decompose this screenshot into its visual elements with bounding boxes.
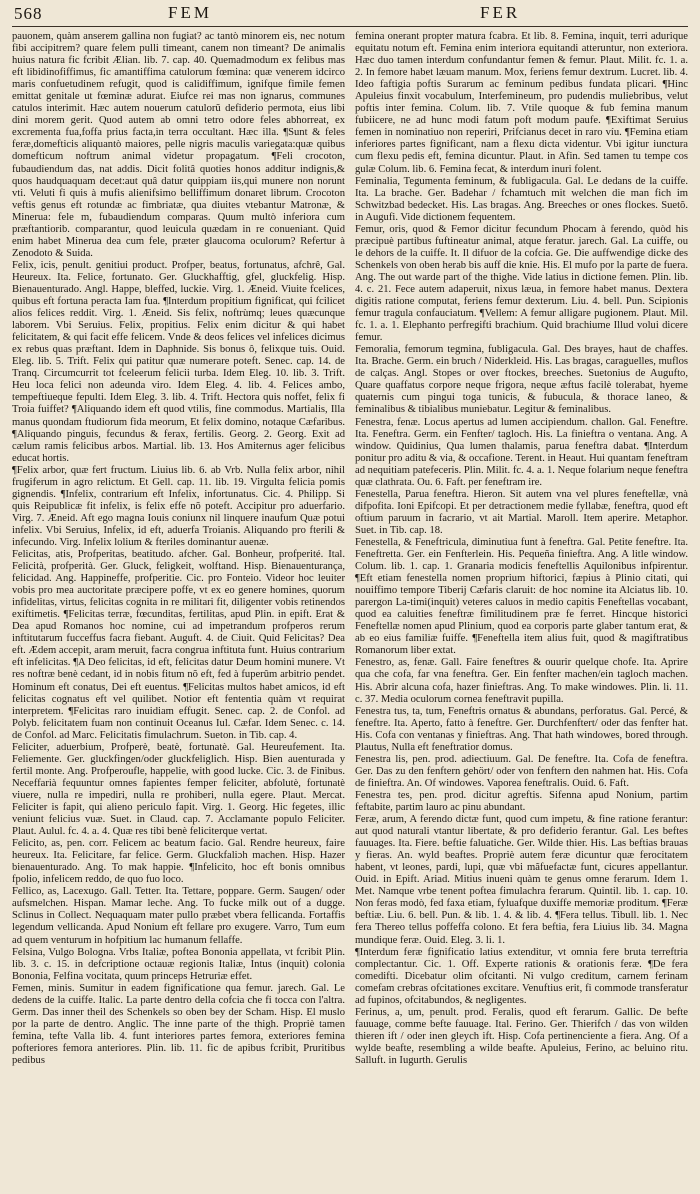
dictionary-entry: Feliciter, aduerbium, Profperè, beatè, fortunatè. Gal. Heureufement. Ita. Feliemente. Ger. gluckfingen/oder gluckfeliglich. Hisp. Bien auenturada y fertil monte. Ang. Profperoufle, happelie, with good lucke. Cic. 3. de Finibus. Neceffarià fequuntur omnes fapientes femper feliciter, abfolutè, fortunatè viuere, nulla re impediri, nulla re prohiberi, nulla egere. Plaut. Mercat. Feliciter is fapit, qui alieno periculo fapit. Virg. 1. Georg. Hic fegetes, illic veniunt felicius vuæ. Suet. in Claud. cap. 7. Acclamante populo Feliciter. Plaut. Aulul. fc. 4. a. 4. Quæ res tibi benè feliciterque vertat. [12,741,345,838]
right-column [355,31,688,1189]
dictionary-entry: ¶Felix arbor, quæ fert fructum. Liuius lib. 6. ab Vrb. Nulla felix arbor, nihil frugiferum in agro relictum. Et Gell. cap. 11. lib. 19. Virgulta felicia pomis gignendis. ¶Infelix, contrarium eft Infelix, infortunatus. Cic. 4. Philipp. Si quis Reipublicæ fit infelix, is felix effe nõ poteft. Accipitur pro aduerfario. Virg. 7. Æneid. Aft ego magna Iouis coniunx nil linquere inaufum Quæ potui infelix. Vbi Seruius, Infelix, id eft, aduerfa Troianis. Aliquando pro fterili & infecundo. Virg. Infelix lolium & fteriles dominantur auenæ. [12,464,345,548]
dictionary-entry: Femur, oris, quod & Femor dicitur fecundum Phocam à ferendo, quòd his præcipuè partibus fuftineatur animal, atque feratur. jarech. Gal. La cuiffe, ou le dehors de la cuiffe. It. Il difuor de la cofcia. Ge. Die auffwendige dicke des Schenkels von oben herab bis auff die knie. His. El mufo por la parte de fuera. Ang. The out warde part of the thighe. Vide latius in dictione femen. Plin. lib. 4. c. 21. Fece autem adaperuit, nixus læua, in femore habet manus. Dextera digitis ratione computat, feriens femur dexterum. Liu. 4. bell. Pun. Scipionis femur tragula confauciatum. ¶Vellem: A femur alligare pugionem. Plaut. Mil. fc. 1. a. 1. Elephanto perfregifti brachium. Quid brachiumе Illud volui dicere femur. [355,223,688,344]
dictionary-entry: Feminalia, Tegumenta feminum, & fubligacula. Gal. Le dedans de la cuiffe. Ita. La brache. Ger. Badehar / fchamtuch mit welchen die man fich im Schwitzbad bedecket. His. Las bragas. Ang. Breeches or ones flockes. Suetõ. in Augufi. Vide dictionem fequentem. [355,175,688,223]
dictionary-entry: Fenestro, as, fenæ. Gall. Faire feneftres & ouurir quelque chofe. Ita. Aprire qua che cofa, far vna feneftra. Ger. Ein fenfter machen/ein tagloch machen. His. Abrir alcuna cofa, hazer finieftras. Ang. To make windowes. Plin. li. 11. c. 37. Media oculorum cornea feneftravit pupilla. [355,657,688,705]
running-head-right: FER [480,3,521,22]
dictionary-entry: Fellico, as, Lacexugo. Gall. Tetter. Ita. Tettare, poppare. Germ. Saugen/ oder aufsmelchen. Hispan. Mamar leche. Ang. To fucke milk out of a dugge. Sclinus in Collect. Nequaquam mater pullo præbet vbera fellicanda. Fortaffis legendum vellicanda. Apud Nonium eft fellare pro exugere. Varro, Tum eum ad quem venturum in hofpitium lac humanum fellaffe. [12,886,345,946]
dictionary-entry: Felix, icis, penult. genitiui product. Profper, beatus, fortunatus, afchrê, Gal. Heureux. Ita. Felice, fortunato. Ger. Gluckhafftig, gfel, gluckfelig. Hisp. Bienauenturado. Angl. Happe, bleffed, luckie. Virg. 1. Æneid. Viuite fcelices, quibus eft fortuna peracta Iam fua. ¶Interdum propitium fignificat, qui fcilicet alios felices reddit. Virg. 1. Æneid. Sis felix, noftrùmq; leues quæcunque laborem. Vbi Seruius. Felix, propitius. Felix enim dicitur & qui habet felicitatem, & qui facit effe felicem. Vnde & deos felices vel infelices dicimus ex rebus quas præftant. Idem in Daphnide. Sis bonus ô, felixque tuis. Ouid. Eleg. lib. 5. Trift. Felix qui patitur quæ numerare poteft. Senec. cap. 14. de Tranq. Circumcurrit tot fceleerum felicii turba. Idem Eleg. 10. lib. 3. Trift. Heu loca felici non adeunda viro. Idem Eleg. 4. lib. 4. Felices ambo, tempeftiueque fepulti. Idem Eleg. 3. lib. 4. Trift. Hectora quis noffet, felix fi Troia fuiffet? ¶Aliquando idem eft quod vtilis, fine commodus. Martialis, Illa manus quondam ftudiorum fida meorum, Et felix domino, notaque Cæfaribus. ¶Aliquando pinguis, fecundus & ferax, fertilis. Georg. 2. Georg. Exit ad cælum ramis felicibus arbos. Martial. lib. 13. Hos Amiternus ager felicibus educat hortis. [12,259,345,464]
dictionary-entry: Felicitas, atis, Profperitas, beatitudo. afcher. Gal. Bonheur, profperité. Ital. Felicità, profperità. Ger. Gluck, feligkeit, wolftand. Hisp. Bienauenturança, felicidad. Ang. Happineffe, profperitie. Cic. pro Fonteio. Videor hoc leuiter vobis pro mea auctoritate præcipere poffe, vt ex eo genere homines, quorum infidelitas, virtus, felicitas cognita in re militari fit, diligenter vobis retinendos exiftimetis. ¶Felicitas terræ, fœcunditas, fertilitas, apud Plin. in epift. Erat & Dea apud Romanos hoc nomine, cui ad impetrandum profperos rerum inftitutarum fucceffus facra fiebant. Auguft. 4. de Ciuit. Quid Felicitas? Dea eft. Ædem accepit, aram meruit, facra congrua inftituta funt. Huius contrarium eft infelicitas. ¶A Deo felicitas, id eft, felicitas datur Deum homini munere. Vt res noftræ benè cedant, id in nobis fitum nõ eft, fed à fuperûm arbitrio pendet. Hominum eft conatus, Dei eft euentus. ¶Felicitas multos habet amicos, id eft felicitas cognatus eft vel quilibet. Notior eft fententia quàm vt requirat interpretem. ¶Felicitas raro inuidiam effugit. Senec. cap. 2. de Confol. ad Polyb. felicitatem fuam non continuit Oceanus Iul. Cæfar. Idem Senec. c. 14. de Confol. ad Marc. Felicitatis fimulachrum. Sueton. in Tib. cap. 4. [12,549,345,741]
page-number: 568 [14,4,43,23]
dictionary-entry: pauonem, quàm anserem gallina non fugiat? ac tantò minorem eis, nec notum fibi accipitrem? quare felem pulli timeant, canem non timeant? De animalis huius natura fic fcribit Ælian. lib. 7. cap. 40. Quemadmodum ex felibus mas eft libidinofiffimus, fic amantiffima catulorum fœmina: quæ venerem idcirco maris confuetudinem refugit, quod is calidiffimum, ignifque fimile femen emittat genitale ut fœminæ adurat. Eiufce rei mas non ignarus, communes catulos interimit. Hæc autem nouerum catulorũ defiderio permota, eius libi dini morem gerit. Quod autem ab omni tetro odore feles abhorreat, ex excrementa fua,foffa prius facta,in terra occultant. Hæc illa. ¶Sunt & feles feræ,domefticis aliquantò maiores, pelle nigris maculis variegata:quæ quibus domefticum noftrum animal videtur propagatum. ¶Feli crocoton, fubaudiendum das, nat addis. Dicit folitâ quoties honos additur indignis,& quos haudquaquam decet:aut quâ datur quippiam iis,qui munere non norunt vti. Veluti fi quis à mufis alienifsimo belliffimum donaret librum. Crocoton veftis genus eft rotundæ ac fimbriatæ, qua diuites vtebantur Matronæ, & Minerua: fele m, fubaudiendum comparas. Quum multò inferiora cum præftantiorib. comparantur, quod leuicula quædam in re conueniant. Quid enim habet Minerua dea cum fele, præter glaucomа oculorum? Refertur à Zenodoto & Suida. [12,31,345,259]
dictionary-entry: Fenestra, fenæ. Locus apertus ad lumen accipiendum. challon. Gal. Feneftre. Ita. Feneftra. Germ. ein Fenfter/ tagloch. His. La finieftra o ventana. Ang. A window. Quidinius, Qua lumen thalamis, parua feneftra dabat. ¶Interdum ponitur pro aditu & via, & occafione. Terent. in Heaut. Hui quantam feneftram ad nequitiam patefeceris. Plin. Milit. fc. 4. a. 1. Neque folarium neque feneftra quæ clathrata. Ou. 6. Faft. per feneftram ire. [355,416,688,488]
running-head-left: FEM [168,3,212,22]
dictionary-entry: Femoralia, femorum tegmina, fubligacula. Gal. Des brayes, haut de chaffes. Ita. Brache. Germ. ein bruch / Niderkleid. His. Las bragas, caraguelles, muflos de calças. Angl. Stopes or over ftockes, breeches. Suetonius de Augufto, Quare quaffatus corpore neque frigora, neque æftus facilè tolerabat, hyeme quaternis cum pingui toga tunicis, & fubucula, & thorace laneo, & feminalibus & tibialibus muniebatur. Legitur & feminalibus. [355,344,688,416]
dictionary-entry: Fenestella, & Feneftricula, diminutiua funt à feneftra. Gal. Petite feneftre. Ita. Feneftretta. Ger. ein Fenfterlein. His. Pequeña finieftra. Ang. A litle window. Colum. lib. 1. cap. 1. Granaria modicis feneftellis Aquilonibus infpirentur. ¶Eft etiam fenestella nomen proprium hiftorici, fæpius à Plinio citati, qui nouiffimo tempore Tiberij Cæfaris claruit: de hoc nomine ita Alciatus lib. 10. parergon La-timi(inquit) veteres caluos in medio capitis Feneftellas vocabant, quod ea caluities feneftræ fimilitudinem præ fe ferret. Hincque historici Feneftellæ nomen apud Plinium, quod ea corporis parte glaber tantum erat, & ab eo eius familiæ fuiffe. ¶Feneftella item alius fuit, quod & magiftratibus Romanorum liber extat. [355,536,688,657]
left-column [12,31,345,1189]
dictionary-entry: femina onerant propter maturа fcabra. Et lib. 8. Femina, inquit, terri adurique equitatu notum eft. Femina enim interiora equitandi atteruntur, non exteriora. Hæc duo tamen interdum confundantur femen & femur. Plaut. Milit. fc. 1. a. 2. In femore habet læuam manum. Mox, feriens femur dextrum. Lucret. lib. 4. Ideo faftigia poftis Surarum ac feminum pedibus fundata plicari. ¶Hinc Apuleius finxit vocabulum, Interfeminеum, pro pudendis muliebribus, velut poftis inter femina. Colum. lib. 7. Vtile quoque & fub femina manum fubiicere, ne ad hunc modi fatum poft modum paufe. ¶Exiftimat Seruius femen in nominatiuo non reperiri, Prifcianus decet in raro víu. ¶Femina etiam inferiores partes fignificant, nam a flexu dicta videntur. Vbi igitur iuncturа cum flexu pedis eft, femina dicuntur. Plaut. in Afin. Sed tamen tu tempe cos gulæ Colum. lib. 6. Femina fecat, & interdum inuri folent. [355,31,688,175]
dictionary-entry: Ferinus, a, um, penult. prod. Feralis, quod eft ferarum. Gallic. De befte fauuage, comme befte fauuage. Ital. Ferino. Ger. Thierifch / das von wilden thieren ift / oder inen gleych ift. Hisp. Cofa pertinenciente a fiera. Ang. Of a wylde beafte, resembling a wilde beafte. Apuleius, Ferino, ac beluino ritu. Salluft. in Iugurth. Gerulis [355,1006,688,1066]
dictionary-entry: Fenestra lis, pen. prod. adiectiuum. Gal. De feneftre. Ita. Cofa de feneftra. Ger. Das zu den fenftern gehört/ oder von fenftern den nahmen hat. His. Cofa de finieftra. An. Of windowes. Vaporea feneftralis. Ouid. 6. Faft. [355,753,688,789]
text-columns [12,31,688,1189]
dictionary-entry: ¶Interdum feræ fignificatio latius extenditur, vt omnia fere bruta terreftria complectantur. Cic. 1. Off. Experte rationis & orationis feræ. ¶De fera comedifti. Dicebatur olim ofcitanti. Ni vulgo creditum, carnem ferinam comefam crebras ofcitationes excitare. Venuftius erit, fi commode transferatur ad fupinos, ofcitabundos, & negligentes. [355,946,688,1006]
dictionary-entry: Feræ, arum, A ferendo dictæ funt, quod cum impetu, & fine ratione ferantur: aut quod naturali vtantur libertate, & pro defiderio ferantur. Gal. Les beftes fauuages. Ita. Fiere. beftie faluatiche. Ger. Wilde thier. His. Las beftias brauas y fieras. An. wyld beaftes. Propriè autem feræ dicuntur quæ ferocitatem habent, vt leones, pardi, lupi, quæ vbi mãfuefactæ funt, cicures appellantur. Ouid. in Epift. Ariad. Mitius inueni quàm te genus omne ferarum. Idem 1. Met. Namque vrbe tenent poftea fimulachra ferarum. Quintil. lib. 1. cap. 10. Non feras modò, fed faxa etiam, fyluafque duxiffe memoriæ proditum. ¶Feræ beftiæ. Liu. 6. bell. Pun. & lib. 1. 4. & lib. 4. ¶Fera tellus. Tibull. lib. 1. Nec fera Thereo tellus poffeffa colono. Et fera beftia, fera Liuius lib. 34. Magna mundique feræ. Ouid. Eleg. 3. li. 1. [355,814,688,946]
page-header [12,4,688,27]
dictionary-entry: Fenestra tus, ta, tum, Feneftris ornatus & abundans, perforatus. Gal. Percé, & feneftre. Ita. Aperto, fatto à feneftre. Ger. Durchfenftert/ oder das fenfter hat. His. Cofa con ventanas y finieftras. Ang. That hath windowes, bored through. Plautus, Nulla eft feneftratior domus. [355,705,688,753]
dictionary-entry: Felsina, Vulgo Bologna. Vrbs Italiæ, poftea Bononia appellata, vt fcribit Plin. lib. 3. c. 15. in defcriptione octauæ regionis Italiæ, Intus (inquit) colonia Bononia, Felfina vocitata, quum princeps Hetruriæ effet. [12,946,345,982]
dictionary-entry: Fenestella, Parua feneftra. Hieron. Sit autem vna vel plures feneftellæ, vnà difpofita. Ioni Epifcopi. Et per detractionem medie fyllabæ, feneftra, quod eft oftium paruum in facrario, vt ait Martial. Maroll. Item aperire. Metaphor. Suet. in Tib. cap. 18. [355,488,688,536]
dictionary-entry: Femen, minis. Sumitur in eadem fignificatione qua femur. jarech. Gal. Le dedens de la cuiffe. Italic. La parte dentro della cofcia che fi tocca con l'altra. Germ. Das inner theil des Schenkels so oben bey der Scham. Hisp. El muslo por la parte de dentro. Anglic. The inne parte of the thigh. Propriè tamen femina, tefte Valla lib. 4. funt interiores partes femora, exteriores femina pofteriores femorа anteriores. Plin. lib. 11. fic de apibus fcribit, Pruritibus pedibus [12,982,345,1066]
dictionary-entry: Felicito, as, pen. corr. Felicem ac beatum facio. Gal. Rendre heureux, faire heureux. Ita. Felicitare, far felice. Germ. Gluckfaliɔh machen. Hisp. Hazer bienauenturado. Ang. To mak happie. ¶Infelicito, hoc eft bonis omnibus fpolio, infelicem reddo, de quo fuo loco. [12,838,345,886]
dictionary-entry: Fenestra tes, pen. prod. dicitur agreftis. Sifenna apud Nonium, partim feftabite, partim lauro ac pinu abundant. [355,789,688,813]
